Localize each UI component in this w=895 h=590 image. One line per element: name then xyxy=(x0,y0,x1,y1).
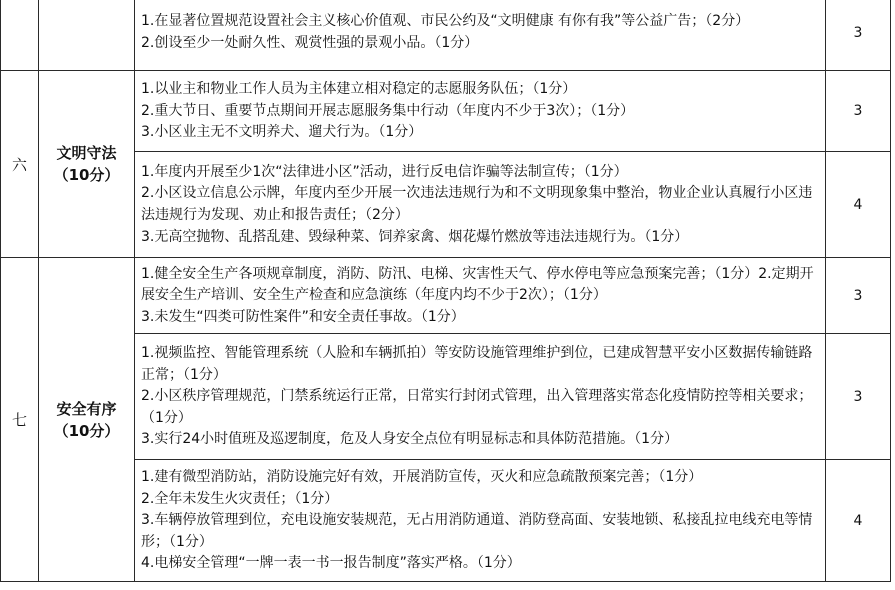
criteria-line: 3.未发生“四类可防性案件”和安全责任事故。（1分） xyxy=(141,308,465,325)
table-row xyxy=(1,0,891,71)
criteria-cell xyxy=(135,258,826,334)
section-name-cell xyxy=(39,258,135,582)
criteria-cell xyxy=(135,0,826,71)
section-points: （10分） xyxy=(53,166,120,184)
criteria-line: 4.电梯安全管理“一牌一表一书一报告制度”落实严格。（1分） xyxy=(141,555,521,572)
criteria-line: 2.重大节日、重要节点期间开展志愿服务集中行动（年度内不少于3次）；（1分） xyxy=(141,102,635,119)
section-number-cell xyxy=(1,0,39,71)
criteria-line: 3.车辆停放管理到位，充电设施安装规范，无占用消防通道、消防登高面、安装地锁、私接乱拉电线充电等情形；（1分） xyxy=(141,512,813,550)
table-row xyxy=(1,460,891,582)
criteria-cell xyxy=(135,71,826,152)
score-cell: 3 xyxy=(826,0,891,71)
criteria-line: 2.小区秩序管理规范，门禁系统运行正常，日常实行封闭式管理，出入管理落实常态化疫情防控等相关要求；（1分） xyxy=(141,388,813,426)
table-row xyxy=(1,258,891,334)
section-name: 文明守法 xyxy=(56,144,117,162)
score-cell: 3 xyxy=(826,258,891,334)
criteria-line: 2.创设至少一处耐久性、观赏性强的景观小品。（1分） xyxy=(141,35,479,51)
criteria-line: 1.健全安全生产各项规章制度，消防、防汛、电梯、灾害性天气、停水停电等应急预案完善；（1分）2.定期开展安全生产培训、安全生产检查和应急演练（年度内均不少于2次）；（1分） xyxy=(141,265,814,304)
table-row xyxy=(1,71,891,152)
criteria-line: 1.以业主和物业工作人员为主体建立相对稳定的志愿服务队伍；（1分） xyxy=(141,81,577,98)
criteria-line: 1.建有微型消防站，消防设施完好有效，开展消防宣传，灭火和应急疏散预案完善；（1分） xyxy=(141,469,703,486)
table-row xyxy=(1,152,891,258)
section-name-cell xyxy=(39,0,135,71)
criteria-cell xyxy=(135,152,826,258)
criteria-line: 3.实行24小时值班及巡逻制度，危及人身安全点位有明显标志和具体防范措施。（1分） xyxy=(141,431,679,448)
section-name: 安全有序 xyxy=(56,399,117,418)
criteria-line: 2.全年未发生火灾责任；（1分） xyxy=(141,490,339,507)
section-number-cell: 六 xyxy=(1,71,39,258)
criteria-line: 1.年度内开展至少1次“法律进小区”活动，进行反电信诈骗等法制宣传；（1分） xyxy=(141,163,628,180)
criteria-cell xyxy=(135,334,826,460)
criteria-line: 3.无高空抛物、乱搭乱建、毁绿种菜、饲养家禽、烟花爆竹燃放等违法违规行为。（1分） xyxy=(141,228,689,245)
table-row xyxy=(1,334,891,460)
score-cell: 3 xyxy=(826,334,891,460)
score-cell: 4 xyxy=(826,152,891,258)
score-cell: 3 xyxy=(826,71,891,152)
criteria-line: 1.在显著位置规范设置社会主义核心价值观、市民公约及“文明健康 有你有我”等公益广告；（2分） xyxy=(141,13,750,30)
section-points: （10分） xyxy=(53,421,120,440)
section-name-cell xyxy=(39,71,135,258)
score-cell: 4 xyxy=(826,460,891,582)
criteria-line: 1.视频监控、智能管理系统（人脸和车辆抓拍）等安防设施管理维护到位，已建成智慧平安小区数据传输链路正常；（1分） xyxy=(141,345,813,383)
criteria-cell xyxy=(135,460,826,582)
criteria-line: 3.小区业主无不文明养犬、遛犬行为。（1分） xyxy=(141,124,423,141)
section-number-cell: 七 xyxy=(1,258,39,582)
criteria-line: 2.小区设立信息公示牌，年度内至少开展一次违法违规行为和不文明现象集中整治，物业企业认真履行小区违法违规行为发现、劝止和报告责任；（2分） xyxy=(141,185,813,223)
